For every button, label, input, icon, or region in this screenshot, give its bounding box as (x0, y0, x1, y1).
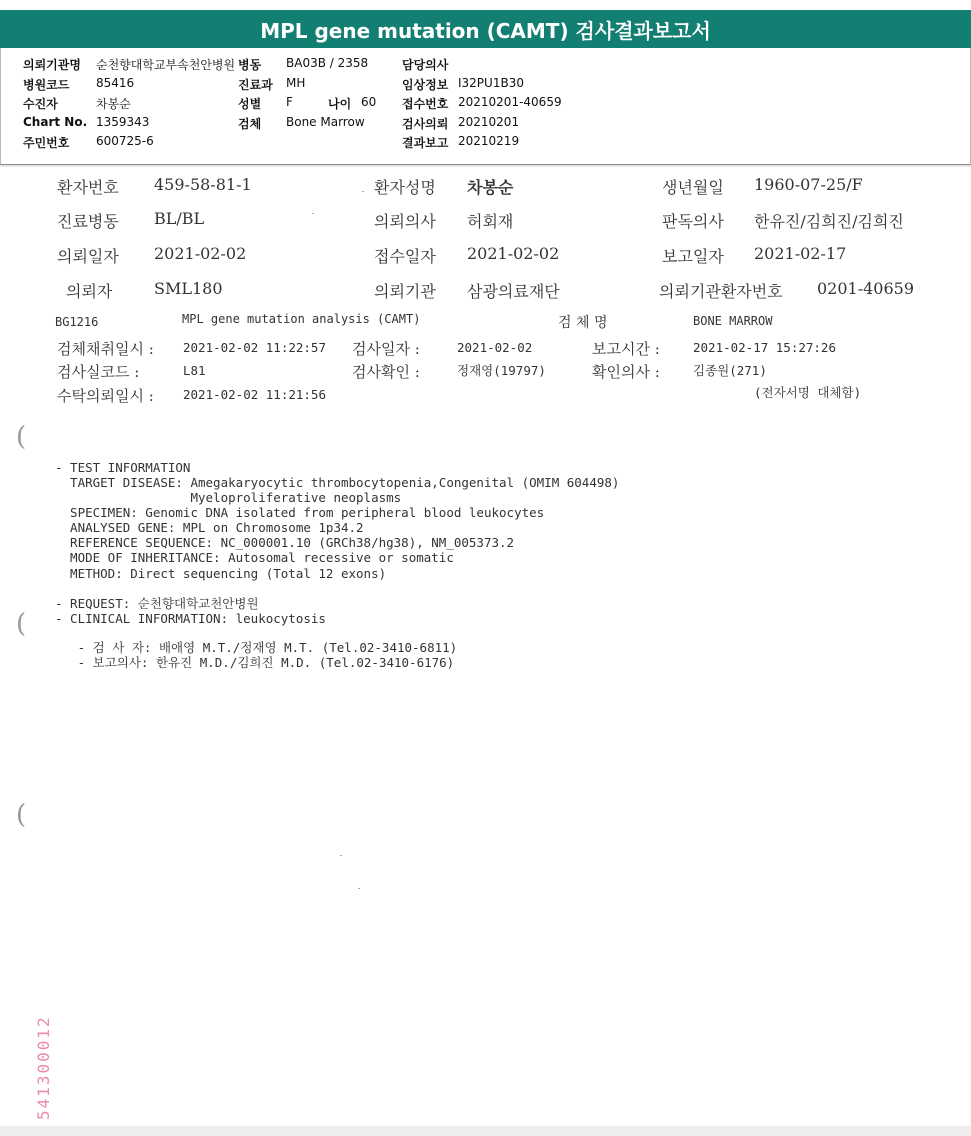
requester-label: 의뢰자 (66, 282, 113, 301)
patient-name-value: 차봉순 (467, 178, 514, 197)
chart-no-value: 1359343 (96, 115, 150, 129)
examinee-value: 차봉순 (96, 97, 131, 111)
header-separator (0, 165, 971, 167)
report-time-label: 보고시간 : (592, 340, 660, 358)
scan-mark: ( (16, 422, 27, 452)
body-line: REFERENCE SEQUENCE: NC_000001.10 (GRCh38/hg38), NM_005373.2 (55, 535, 515, 550)
hospital-code-value: 85416 (96, 76, 135, 90)
report-date-value: 2021-02-17 (754, 244, 847, 263)
body-line: TARGET DISEASE: Amegakaryocytic thrombocytopenia,Congenital (OMIM 604498) (55, 475, 620, 490)
test-confirm-label: 검사확인 : (352, 363, 420, 381)
received-time-label: 수탁의뢰일시 : (57, 387, 154, 405)
test-name: MPL gene mutation analysis (CAMT) (182, 312, 421, 326)
body-line: Myeloproliferative neoplasms (55, 490, 402, 505)
test-date-value: 2021-02-02 (457, 340, 533, 355)
reader-label: 판독의사 (662, 212, 724, 231)
hospital-code-label: 병원코드 (23, 78, 70, 92)
test-confirm-value: 정재영(19797) (457, 363, 546, 378)
scan-mark: ( (16, 800, 27, 830)
scan-speck (358, 888, 360, 889)
sex-label: 성별 (238, 97, 262, 111)
header-info-panel (0, 48, 971, 165)
inst-patient-no-value: 0201-40659 (817, 279, 915, 298)
department-value: MH (286, 76, 306, 90)
confirm-doctor-label: 확인의사 : (592, 363, 660, 381)
institution-name-label: 의뢰기관명 (23, 58, 81, 72)
specimen-name-value: BONE MARROW (693, 314, 773, 328)
test-request-label: 검사의뢰 (402, 117, 449, 131)
bottom-bar (0, 1126, 971, 1136)
age-value: 60 (361, 95, 377, 109)
department-label: 진료과 (238, 78, 273, 92)
physician-value: 허회재 (467, 212, 514, 231)
chart-no-label: Chart No. (23, 115, 88, 129)
specimen-value: Bone Marrow (286, 115, 365, 129)
confirm-doctor-value: 김종원(271) (693, 363, 767, 378)
test-code: BG1216 (55, 315, 99, 329)
receipt-date-label: 접수일자 (374, 247, 436, 266)
request-date-value: 2021-02-02 (154, 244, 247, 263)
report-title-bar (0, 10, 971, 48)
scan-speck (312, 213, 314, 214)
physician-label: 의뢰의사 (374, 212, 436, 231)
clinical-info-line: - CLINICAL INFORMATION: leukocytosis (55, 611, 326, 626)
patient-no-value: 459-58-81-1 (154, 175, 252, 194)
ward-label: 병동 (238, 58, 262, 72)
request-line: - REQUEST: 순천향대학교천안병원 (55, 596, 259, 611)
scan-mark: ( (16, 609, 27, 639)
ward-summary-label: 진료병동 (57, 212, 119, 231)
dob-label: 생년월일 (662, 178, 724, 197)
specimen-name-label: 검 체 명 (558, 315, 608, 331)
patient-no-label: 환자번호 (57, 178, 119, 197)
ward-summary-value: BL/BL (154, 209, 205, 228)
lab-code-label: 검사실코드 : (57, 363, 140, 381)
tester-line: - 검 사 자: 배애영 M.T./정재영 M.T. (Tel.02-3410-6811) (55, 640, 458, 655)
scan-speck (340, 855, 342, 856)
clinical-info-label: 임상정보 (402, 78, 449, 92)
collect-time-label: 검체채취일시 : (57, 340, 154, 358)
institution-value: 삼광의료재단 (467, 282, 560, 301)
reader-value: 한유진/김희진/김희진 (754, 212, 904, 231)
test-request-value: 20210201 (458, 115, 520, 129)
report-title: MPL gene mutation (CAMT) 검사결과보고서 (260, 18, 711, 43)
lab-code-value: L81 (183, 363, 206, 378)
body-line: MODE OF INHERITANCE: Autosomal recessive or somatic (55, 550, 454, 565)
side-document-id: 541300012 (34, 1015, 53, 1120)
reporting-doctor-line: - 보고의사: 한유진 M.D./김희진 M.D. (Tel.02-3410-6176) (55, 655, 455, 670)
requester-value: SML180 (154, 279, 223, 298)
clinical-info-value: I32PU1B30 (458, 76, 524, 90)
request-date-label: 의뢰일자 (57, 247, 119, 266)
scan-speck (362, 191, 364, 192)
institution-name-value: 순천향대학교부속천안병원 (96, 58, 236, 72)
resident-no-value: 600725-6 (96, 134, 154, 148)
report-time-value: 2021-02-17 15:27:26 (693, 340, 836, 355)
e-signature-note: (전자서명 대체함) (754, 385, 862, 400)
collect-time-value: 2021-02-02 11:22:57 (183, 340, 326, 355)
age-label: 나이 (328, 97, 352, 111)
result-report-label: 결과보고 (402, 136, 449, 150)
body-line: SPECIMEN: Genomic DNA isolated from peripheral blood leukocytes (55, 505, 545, 520)
receipt-number-value: 20210201-40659 (458, 95, 562, 109)
body-line: METHOD: Direct sequencing (Total 12 exons) (55, 566, 387, 581)
report-date-label: 보고일자 (662, 247, 724, 266)
test-date-label: 검사일자 : (352, 340, 420, 358)
receipt-date-value: 2021-02-02 (467, 244, 560, 263)
inst-patient-no-label: 의뢰기관환자번호 (659, 282, 783, 301)
patient-name-label: 환자성명 (374, 178, 436, 197)
ward-value: BA03B / 2358 (286, 56, 369, 70)
dob-value: 1960-07-25/F (754, 175, 863, 194)
resident-no-label: 주민번호 (23, 136, 70, 150)
sex-value: F (286, 95, 293, 109)
body-line: ANALYSED GENE: MPL on Chromosome 1p34.2 (55, 520, 364, 535)
examinee-label: 수진자 (23, 97, 58, 111)
attending-physician-label: 담당의사 (402, 58, 449, 72)
receipt-number-label: 접수번호 (402, 97, 449, 111)
specimen-label: 검체 (238, 117, 262, 131)
received-time-value: 2021-02-02 11:21:56 (183, 387, 326, 402)
institution-label: 의뢰기관 (374, 282, 436, 301)
body-line: - TEST INFORMATION (55, 460, 191, 475)
result-report-value: 20210219 (458, 134, 520, 148)
